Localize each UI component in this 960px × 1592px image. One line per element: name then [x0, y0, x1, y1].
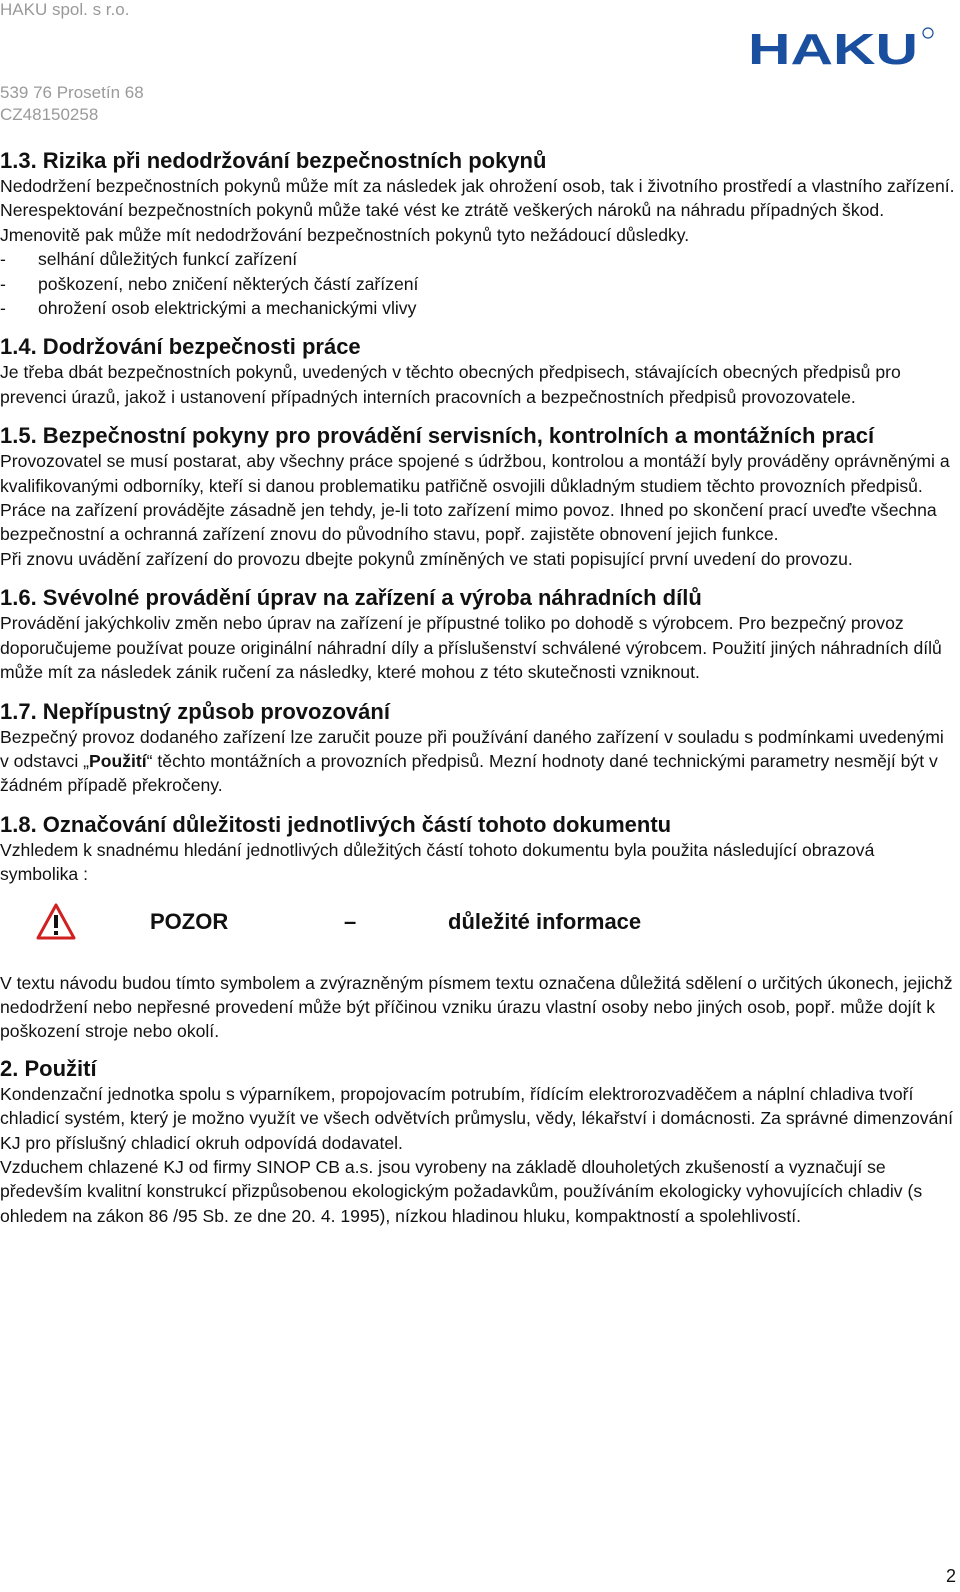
section-1-8	[0, 812, 956, 1044]
warning-symbol-row	[0, 901, 956, 957]
haku-logo	[748, 26, 934, 70]
section-1-5-para-3: Při znovu uvádění zařízení do provozu dbejte pokynů zmíněných ve stati popisující první uvedení do provozu.	[0, 548, 853, 569]
warning-text: důležité informace	[448, 908, 642, 934]
document-body	[0, 148, 956, 1242]
section-1-8-title: 1.8. Označování důležitosti jednotlivých částí tohoto dokumentu	[0, 811, 672, 837]
section-1-6	[0, 585, 956, 684]
company-id: CZ48150258	[0, 105, 99, 124]
logo-text: HAKU	[748, 26, 918, 70]
list-item	[0, 272, 956, 296]
section-1-6-title: 1.6. Svévolné provádění úprav na zařízení a výroba náhradních dílů	[0, 585, 702, 611]
section-1-8-para-2: V textu návodu budou tímto symbolem a zvýrazněným písmem textu označena důležitá sdělení o určitých úkonech, jejichž nedodržení nebo nepřesné provedení může být příčinou vzniku úrazu vlastní osoby nebo jiných osob, popř. může dojít k poškození stroje nebo okolí.	[0, 972, 953, 1042]
section-1-5-para-1: Provozovatel se musí postarat, aby všechny práce spojené s údržbou, kontrolou a montáží byly prováděny oprávněnými a kvalifikovanými odborníky, kteří si danou problematiku patřičně osvojili důkladným studiem těchto provozních předpisů.	[0, 451, 950, 496]
company-name: HAKU spol. s r.o.	[0, 0, 130, 19]
section-1-8-para-1: Vzhledem k snadnému hledání jednotlivých důležitých částí tohoto dokumentu byla použita následující obrazová symbolika :	[0, 839, 875, 885]
para-text-start: Bezpečný provoz dodaného zařízení lze zaručit pouze při používání daného zařízení v souladu s podmínkami uvedenými v odstavci „	[0, 726, 944, 771]
company-address	[0, 82, 144, 126]
list-item	[0, 247, 956, 271]
list-item-text: selhání důležitých funkcí zařízení	[38, 249, 298, 270]
section-2-para-1: Kondenzační jednotka spolu s výparníkem, propojovacím potrubím, řídícím elektrorozvaděčem a náplní chladiva tvoří chladicí systém, který je možno využít ve všech odvětvích průmyslu, vědy, lékařství i domácnosti. Za správné dimenzování KJ pro příslušný chladicí okruh odpovídá dodavatel.	[0, 1083, 954, 1153]
section-1-3-para-2: Jmenovitě pak může mít nedodržování bezpečnostních pokynů tyto nežádoucí důsledky.	[0, 224, 690, 245]
section-1-4-para-1: Je třeba dbát bezpečnostních pokynů, uvedených v těchto obecných předpisech, stávajících obecných předpisů pro prevenci úrazů, jakož i ustanovení případných interních pracovních a bezpečnostních předpisů provozovatele.	[0, 362, 901, 407]
list-item	[0, 296, 956, 320]
warning-dash: –	[344, 908, 357, 934]
list-item-text: ohrožení osob elektrickými a mechanickými vlivy	[38, 298, 417, 319]
section-1-5-para-2: Práce na zařízení provádějte zásadně jen tehdy, je-li toto zařízení mimo povoz. Ihned po skončení prací uveďte všechna bezpečnostní a ochranná zařízení znovu do původního stavu, popř. zajistěte obnovení jejich funkce.	[0, 500, 937, 545]
page-number: 2	[945, 1566, 956, 1586]
section-2	[0, 1056, 956, 1228]
section-1-3-para-1: Nedodržení bezpečnostních pokynů může mít za následek jak ohrožení osob, tak i životního prostředí a vlastního zařízení. Nerespektování bezpečnostních pokynů může také vést ke ztrátě veškerých nároků na náhradu případných škod.	[0, 176, 955, 221]
section-1-4-title: 1.4. Dodržování bezpečnosti práce	[0, 334, 361, 360]
section-2-para-2: Vzduchem chlazené KJ od firmy SINOP CB a.s. jsou vyrobeny na základě dlouholetých zkušeností a vyznačují se především kvalitní konstrukcí přizpůsobenou ekologickým požadavkům, používáním ekologicky vyhovujících chladiv (s ohledem na zákon 86 /95 Sb. ze dne 20. 4. 1995), nízkou hladinou hluku, kompaktností a spolehlivostí.	[0, 1156, 923, 1226]
list-dash: -	[0, 298, 6, 319]
section-1-7	[0, 699, 956, 798]
list-dash: -	[0, 273, 6, 294]
section-2-title: 2. Použití	[0, 1055, 97, 1081]
section-1-6-para-1: Provádění jakýchkoliv změn nebo úprav na zařízení je přípustné toliko po dohodě s výrobcem. Pro bezpečný provoz doporučujeme používat pouze originální náhradní díly a příslušenství schválené výrobcem. Použití jiných náhradních dílů může mít za následek zánik ručení za následky, které mohou z této skutečnosti vzniknout.	[0, 613, 942, 683]
section-1-7-para-1	[0, 725, 956, 798]
warning-label: POZOR	[150, 908, 229, 934]
section-1-5-title: 1.5. Bezpečnostní pokyny pro provádění servisních, kontrolních a montážních prací	[0, 423, 875, 449]
section-1-3-title: 1.3. Rizika při nedodržování bezpečnostních pokynů	[0, 148, 547, 173]
warning-triangle-icon	[36, 903, 76, 941]
address-line: 539 76 Prosetín 68	[0, 83, 144, 102]
para-text-end: “ těchto montážních a provozních předpisů. Mezní hodnoty dané technickými parametry nesmějí být v žádném případě překročeny.	[0, 750, 938, 796]
list-item-text: poškození, nebo zničení některých částí zařízení	[38, 273, 419, 294]
section-1-7-title: 1.7. Nepřípustný způsob provozování	[0, 698, 390, 724]
logo-registered-mark	[923, 28, 933, 38]
section-1-3	[0, 148, 956, 320]
list-dash: -	[0, 249, 6, 270]
section-1-4	[0, 334, 956, 409]
usage-reference: Použití	[88, 750, 147, 771]
section-1-5	[0, 423, 956, 571]
